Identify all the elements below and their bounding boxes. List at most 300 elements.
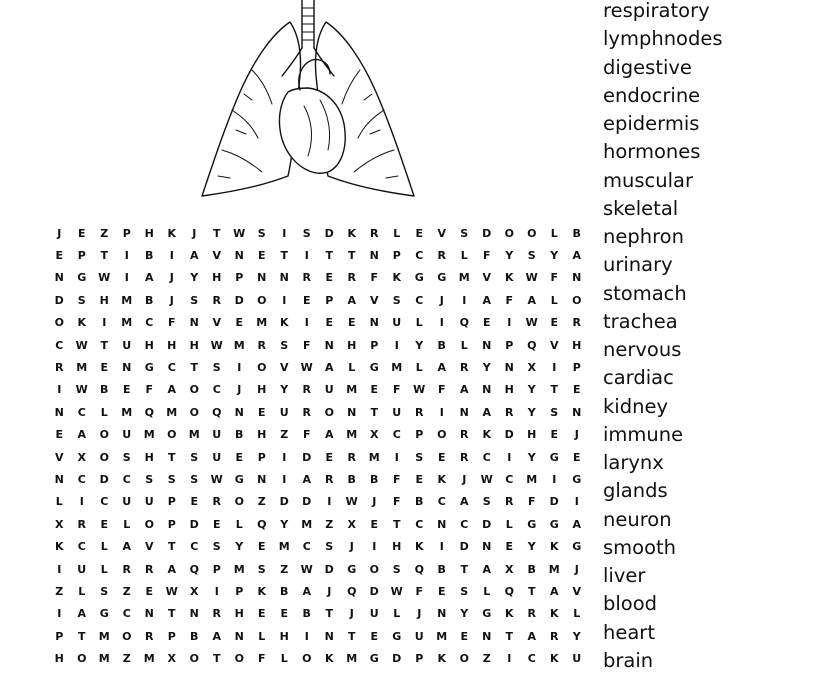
grid-cell: M bbox=[121, 405, 133, 419]
word-list-item: glands bbox=[603, 479, 668, 503]
grid-cell: R bbox=[505, 495, 514, 509]
grid-cell: P bbox=[505, 338, 514, 352]
word-list-item: blood bbox=[603, 592, 658, 616]
grid-cell: I bbox=[327, 495, 332, 509]
grid-cell: Q bbox=[527, 338, 537, 352]
grid-cell: R bbox=[55, 361, 64, 375]
grid-cell: M bbox=[391, 361, 403, 375]
grid-cell: I bbox=[439, 316, 444, 330]
grid-cell: H bbox=[504, 383, 514, 397]
grid-cell: E bbox=[550, 428, 558, 442]
grid-cell: E bbox=[257, 249, 266, 263]
grid-cell: S bbox=[280, 338, 289, 352]
grid-cell: I bbox=[439, 405, 444, 419]
word-list-item: cardiac bbox=[603, 366, 674, 390]
grid-cell: W bbox=[300, 361, 313, 375]
word-list-item: lymphnodes bbox=[603, 27, 723, 51]
grid-cell: V bbox=[144, 540, 154, 554]
grid-cell: E bbox=[572, 383, 581, 397]
grid-cell: R bbox=[572, 316, 581, 330]
grid-cell: J bbox=[439, 293, 444, 307]
grid-cell: S bbox=[482, 495, 491, 509]
grid-cell: C bbox=[527, 652, 536, 666]
grid-cell: I bbox=[282, 472, 287, 486]
grid-cell: P bbox=[167, 517, 176, 531]
grid-cell: E bbox=[212, 517, 221, 531]
grid-cell: K bbox=[504, 271, 514, 285]
word-list-item: epidermis bbox=[603, 112, 700, 135]
grid-cell: U bbox=[122, 495, 132, 509]
grid-cell: L bbox=[280, 652, 288, 666]
grid-cell: E bbox=[325, 450, 333, 464]
grid-cell: D bbox=[549, 495, 559, 509]
grid-cell: U bbox=[414, 629, 424, 643]
grid-cell: Y bbox=[527, 450, 536, 464]
grid-cell: S bbox=[392, 293, 401, 307]
grid-cell: U bbox=[279, 405, 289, 419]
grid-cell: Z bbox=[325, 517, 334, 531]
grid-cell: Z bbox=[122, 584, 131, 598]
word-list-item: nervous bbox=[603, 338, 682, 361]
grid-cell: D bbox=[324, 562, 334, 576]
grid-cell: Q bbox=[414, 562, 424, 576]
grid-cell: B bbox=[100, 383, 109, 397]
word-list-item: brain bbox=[603, 648, 654, 672]
grid-cell: R bbox=[415, 405, 424, 419]
grid-cell: L bbox=[483, 584, 491, 598]
grid-cell: I bbox=[57, 383, 62, 397]
grid-cell: N bbox=[482, 383, 492, 397]
grid-cell: F bbox=[302, 338, 311, 352]
grid-cell: C bbox=[302, 540, 311, 554]
grid-cell: N bbox=[482, 338, 492, 352]
grid-cell: I bbox=[282, 450, 287, 464]
grid-cell: O bbox=[437, 428, 447, 442]
grid-cell: I bbox=[304, 316, 309, 330]
grid-cell: E bbox=[482, 316, 491, 330]
grid-cell: E bbox=[370, 629, 378, 643]
heart-lungs-icon bbox=[192, 0, 424, 205]
grid-cell: K bbox=[549, 607, 559, 621]
word-list-item: urinary bbox=[603, 253, 673, 277]
grid-cell: S bbox=[392, 562, 401, 576]
grid-cell: N bbox=[347, 405, 357, 419]
grid-cell: T bbox=[280, 249, 288, 263]
grid-cell: M bbox=[76, 361, 88, 375]
grid-cell: E bbox=[190, 495, 198, 509]
grid-cell: S bbox=[212, 361, 221, 375]
grid-cell: N bbox=[54, 405, 64, 419]
grid-cell: G bbox=[369, 361, 379, 375]
grid-cell: T bbox=[167, 540, 176, 554]
grid-cell: S bbox=[325, 540, 334, 554]
word-list-item: respiratory bbox=[603, 0, 710, 22]
grid-cell: Y bbox=[550, 249, 559, 263]
grid-cell: T bbox=[370, 405, 378, 419]
grid-cell: C bbox=[100, 495, 109, 509]
grid-cell: M bbox=[346, 383, 358, 397]
grid-cell: E bbox=[550, 316, 558, 330]
grid-cell: W bbox=[165, 584, 178, 598]
grid-cell: K bbox=[437, 652, 447, 666]
grid-cell: F bbox=[167, 316, 176, 330]
grid-cell: G bbox=[549, 450, 559, 464]
grid-cell: N bbox=[122, 361, 132, 375]
grid-cell: A bbox=[459, 383, 469, 397]
grid-cell: D bbox=[324, 226, 334, 240]
grid-cell: C bbox=[77, 405, 86, 419]
grid-cell: T bbox=[347, 249, 356, 263]
grid-cell: V bbox=[279, 361, 289, 375]
grid-cell: U bbox=[144, 495, 154, 509]
grid-cell: A bbox=[144, 271, 154, 285]
grid-cell: P bbox=[235, 271, 244, 285]
grid-cell: L bbox=[258, 629, 266, 643]
grid-cell: M bbox=[256, 316, 268, 330]
grid-cell: S bbox=[460, 584, 469, 598]
grid-cell: M bbox=[548, 562, 560, 576]
grid-cell: A bbox=[302, 472, 311, 486]
grid-cell: A bbox=[302, 584, 311, 598]
grid-cell: R bbox=[527, 607, 536, 621]
grid-cell: F bbox=[392, 495, 401, 509]
grid-cell: G bbox=[482, 607, 492, 621]
grid-cell: M bbox=[346, 428, 358, 442]
grid-cell: J bbox=[192, 226, 197, 240]
grid-cell: E bbox=[100, 361, 108, 375]
grid-cell: W bbox=[345, 495, 358, 509]
grid-cell: B bbox=[572, 226, 581, 240]
grid-cell: A bbox=[527, 629, 536, 643]
grid-cell: A bbox=[549, 584, 559, 598]
grid-cell: N bbox=[482, 540, 492, 554]
grid-cell: L bbox=[78, 584, 86, 598]
grid-cell: L bbox=[460, 249, 468, 263]
grid-cell: E bbox=[257, 405, 266, 419]
grid-cell: K bbox=[77, 316, 87, 330]
grid-cell: Y bbox=[280, 383, 289, 397]
grid-cell: Z bbox=[257, 495, 266, 509]
grid-cell: V bbox=[369, 293, 379, 307]
grid-cell: Y bbox=[235, 540, 244, 554]
grid-cell: D bbox=[392, 652, 402, 666]
grid-cell: X bbox=[347, 517, 356, 531]
grid-cell: S bbox=[302, 226, 311, 240]
grid-cell: H bbox=[189, 338, 199, 352]
grid-cell: B bbox=[437, 562, 446, 576]
grid-cell: X bbox=[77, 450, 86, 464]
grid-cell: B bbox=[145, 249, 154, 263]
grid-cell: C bbox=[460, 517, 469, 531]
grid-cell: Q bbox=[347, 584, 357, 598]
grid-cell: C bbox=[415, 249, 424, 263]
grid-cell: S bbox=[550, 405, 559, 419]
grid-cell: Y bbox=[280, 517, 289, 531]
grid-cell: B bbox=[280, 584, 289, 598]
grid-cell: F bbox=[437, 383, 446, 397]
grid-cell: T bbox=[212, 652, 221, 666]
grid-cell: G bbox=[549, 517, 559, 531]
grid-cell: O bbox=[99, 450, 109, 464]
grid-cell: Y bbox=[527, 540, 536, 554]
grid-cell: S bbox=[527, 249, 536, 263]
grid-cell: M bbox=[436, 629, 448, 643]
grid-cell: X bbox=[55, 517, 64, 531]
word-list-item: skeletal bbox=[603, 196, 679, 220]
grid-cell: V bbox=[212, 316, 221, 330]
grid-cell: G bbox=[527, 517, 537, 531]
grid-cell: M bbox=[233, 338, 245, 352]
grid-cell: N bbox=[504, 361, 514, 375]
grid-cell: D bbox=[504, 428, 514, 442]
grid-cell: X bbox=[370, 428, 379, 442]
grid-cell: S bbox=[257, 562, 266, 576]
grid-cell: L bbox=[100, 540, 108, 554]
grid-cell: V bbox=[549, 338, 559, 352]
grid-cell: S bbox=[190, 450, 199, 464]
grid-cell: C bbox=[122, 607, 131, 621]
grid-cell: F bbox=[505, 293, 513, 307]
grid-cell: T bbox=[550, 383, 558, 397]
grid-cell: V bbox=[482, 271, 491, 285]
grid-cell: O bbox=[257, 293, 267, 307]
word-list-item: endocrine bbox=[603, 83, 701, 107]
grid-cell: L bbox=[123, 517, 131, 531]
grid-cell: I bbox=[79, 495, 84, 509]
grid-cell: B bbox=[190, 629, 199, 643]
grid-cell: A bbox=[122, 540, 131, 554]
grid-cell: H bbox=[347, 338, 357, 352]
grid-cell: L bbox=[100, 405, 108, 419]
grid-cell: Q bbox=[459, 316, 469, 330]
grid-cell: D bbox=[482, 226, 492, 240]
word-list-item: larynx bbox=[603, 451, 664, 474]
grid-cell: E bbox=[77, 226, 86, 240]
grid-cell: T bbox=[167, 607, 176, 621]
grid-cell: L bbox=[460, 338, 468, 352]
grid-cell: Q bbox=[189, 562, 199, 576]
grid-cell: Y bbox=[415, 338, 424, 352]
grid-cell: R bbox=[77, 517, 86, 531]
grid-cell: I bbox=[439, 540, 444, 554]
grid-cell: N bbox=[234, 405, 244, 419]
grid-cell: K bbox=[437, 472, 447, 486]
grid-cell: O bbox=[572, 293, 582, 307]
grid-cell: E bbox=[415, 226, 423, 240]
word-list-item: hormones bbox=[603, 140, 701, 164]
grid-cell: N bbox=[257, 271, 267, 285]
grid-cell: A bbox=[437, 361, 446, 375]
grid-cell: G bbox=[369, 652, 379, 666]
grid-cell: J bbox=[462, 472, 467, 486]
grid-cell: W bbox=[98, 271, 111, 285]
grid-cell: I bbox=[282, 226, 287, 240]
grid-cell: H bbox=[234, 607, 244, 621]
grid-cell: M bbox=[98, 629, 110, 643]
grid-cell: A bbox=[572, 517, 581, 531]
grid-cell: W bbox=[300, 562, 313, 576]
grid-cell: O bbox=[167, 428, 177, 442]
grid-cell: K bbox=[54, 540, 64, 554]
grid-cell: M bbox=[346, 652, 358, 666]
grid-cell: T bbox=[190, 361, 198, 375]
grid-cell: O bbox=[504, 226, 514, 240]
grid-cell: E bbox=[55, 249, 63, 263]
grid-cell: E bbox=[302, 293, 311, 307]
grid-cell: R bbox=[347, 271, 356, 285]
grid-cell: K bbox=[347, 226, 357, 240]
grid-cell: K bbox=[167, 226, 177, 240]
grid-cell: O bbox=[122, 629, 132, 643]
grid-cell: G bbox=[414, 271, 424, 285]
grid-cell: P bbox=[212, 562, 221, 576]
grid-cell: L bbox=[393, 607, 401, 621]
grid-cell: U bbox=[77, 562, 87, 576]
word-list-item: trachea bbox=[603, 309, 678, 333]
grid-cell: S bbox=[190, 293, 199, 307]
grid-cell: K bbox=[549, 652, 559, 666]
grid-cell: C bbox=[482, 450, 491, 464]
grid-cell: H bbox=[279, 629, 289, 643]
grid-cell: M bbox=[143, 652, 155, 666]
grid-cell: U bbox=[122, 338, 132, 352]
grid-cell: D bbox=[369, 584, 379, 598]
grid-cell: W bbox=[210, 338, 223, 352]
grid-cell: I bbox=[304, 249, 309, 263]
word-list-item: neuron bbox=[603, 507, 672, 531]
grid-cell: J bbox=[574, 562, 579, 576]
grid-cell: P bbox=[235, 584, 244, 598]
grid-cell: A bbox=[77, 607, 86, 621]
grid-cell: J bbox=[417, 607, 422, 621]
grid-cell: I bbox=[462, 293, 467, 307]
grid-cell: S bbox=[190, 472, 199, 486]
grid-cell: P bbox=[392, 249, 401, 263]
grid-cell: E bbox=[100, 517, 108, 531]
grid-cell: L bbox=[415, 316, 423, 330]
grid-cell: I bbox=[507, 652, 512, 666]
grid-cell: X bbox=[505, 562, 514, 576]
grid-cell: A bbox=[167, 562, 176, 576]
grid-cell: X bbox=[167, 652, 176, 666]
grid-cell: O bbox=[54, 316, 64, 330]
word-list-item: heart bbox=[603, 620, 655, 644]
grid-cell: J bbox=[169, 271, 174, 285]
grid-cell: O bbox=[257, 361, 267, 375]
word-list-item: muscular bbox=[603, 168, 693, 192]
grid-cell: B bbox=[235, 428, 244, 442]
grid-cell: P bbox=[77, 249, 86, 263]
grid-cell: O bbox=[189, 383, 199, 397]
grid-cell: B bbox=[347, 472, 356, 486]
grid-cell: P bbox=[167, 495, 176, 509]
grid-cell: D bbox=[54, 293, 64, 307]
grid-cell: R bbox=[145, 562, 154, 576]
letter-grid bbox=[48, 222, 588, 670]
grid-cell: M bbox=[98, 652, 110, 666]
grid-cell: Z bbox=[122, 652, 131, 666]
grid-cell: Z bbox=[280, 562, 289, 576]
grid-cell: F bbox=[415, 584, 423, 598]
grid-cell: I bbox=[394, 338, 399, 352]
grid-cell: A bbox=[572, 249, 581, 263]
grid-cell: U bbox=[572, 652, 582, 666]
grid-cell: C bbox=[415, 293, 424, 307]
grid-cell: Y bbox=[527, 405, 536, 419]
grid-cell: C bbox=[77, 472, 86, 486]
grid-cell: B bbox=[527, 562, 536, 576]
grid-cell: O bbox=[527, 226, 537, 240]
grid-cell: E bbox=[437, 450, 446, 464]
grid-cell: Q bbox=[504, 584, 514, 598]
grid-cell: J bbox=[57, 226, 62, 240]
grid-cell: T bbox=[505, 629, 513, 643]
grid-cell: W bbox=[480, 472, 493, 486]
grid-cell: E bbox=[280, 607, 288, 621]
grid-cell: F bbox=[257, 652, 266, 666]
grid-cell: O bbox=[302, 652, 312, 666]
grid-cell: J bbox=[237, 383, 242, 397]
grid-cell: P bbox=[370, 338, 379, 352]
grid-cell: N bbox=[572, 271, 582, 285]
grid-cell: F bbox=[370, 271, 378, 285]
grid-cell: W bbox=[210, 472, 223, 486]
grid-cell: F bbox=[392, 383, 401, 397]
grid-cell: E bbox=[505, 540, 513, 554]
grid-cell: U bbox=[392, 316, 402, 330]
grid-cell: I bbox=[102, 316, 107, 330]
grid-cell: A bbox=[482, 293, 491, 307]
grid-cell: E bbox=[347, 316, 356, 330]
grid-cell: C bbox=[77, 540, 86, 554]
grid-cell: F bbox=[527, 495, 536, 509]
grid-cell: K bbox=[414, 540, 424, 554]
grid-cell: P bbox=[167, 629, 176, 643]
grid-cell: R bbox=[505, 405, 514, 419]
grid-cell: R bbox=[347, 450, 356, 464]
word-list bbox=[603, 0, 723, 675]
grid-cell: H bbox=[144, 338, 154, 352]
grid-cell: R bbox=[302, 405, 311, 419]
grid-cell: M bbox=[121, 293, 133, 307]
grid-cell: C bbox=[392, 428, 401, 442]
grid-cell: U bbox=[212, 428, 222, 442]
grid-cell: G bbox=[437, 271, 447, 285]
grid-cell: E bbox=[572, 450, 581, 464]
grid-cell: E bbox=[235, 316, 243, 330]
grid-cell: Y bbox=[460, 607, 469, 621]
grid-cell: T bbox=[167, 450, 176, 464]
grid-cell: G bbox=[572, 540, 582, 554]
grid-cell: C bbox=[190, 540, 199, 554]
grid-cell: K bbox=[482, 428, 492, 442]
grid-cell: H bbox=[144, 226, 154, 240]
grid-cell: I bbox=[282, 293, 287, 307]
grid-cell: V bbox=[437, 226, 446, 240]
grid-cell: R bbox=[550, 629, 559, 643]
grid-cell: I bbox=[507, 450, 512, 464]
grid-cell: R bbox=[212, 495, 221, 509]
grid-cell: H bbox=[527, 428, 537, 442]
grid-cell: W bbox=[413, 383, 426, 397]
grid-cell: I bbox=[124, 249, 129, 263]
grid-cell: S bbox=[77, 293, 86, 307]
grid-cell: H bbox=[167, 338, 177, 352]
grid-cell: H bbox=[212, 271, 222, 285]
grid-cell: D bbox=[302, 450, 312, 464]
grid-cell: B bbox=[415, 495, 424, 509]
word-list-item: liver bbox=[603, 564, 646, 587]
